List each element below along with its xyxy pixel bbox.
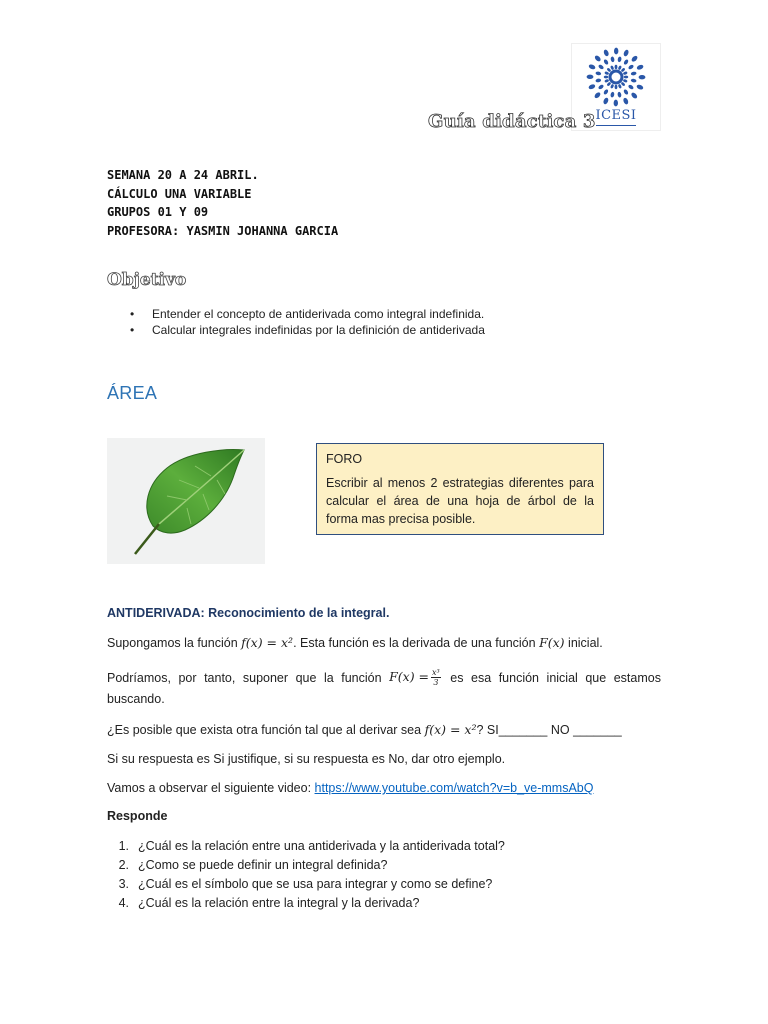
- p1-text-a: Supongamos la función: [107, 636, 238, 650]
- course-header: [107, 166, 338, 240]
- foro-title: FORO: [326, 452, 363, 466]
- fraction-numerator: x³: [432, 668, 440, 677]
- p3-math: f(x) = x²: [424, 722, 477, 737]
- paragraph-question: [107, 722, 622, 737]
- responde-heading: Responde: [107, 809, 168, 823]
- p2-word: que: [295, 670, 317, 685]
- objective-heading: Objetivo: [107, 270, 187, 290]
- p2-word: función: [498, 670, 540, 685]
- icesi-rosette-icon: [582, 46, 650, 108]
- list-item: [107, 875, 505, 894]
- p2-word: esa: [471, 670, 492, 685]
- p2-word: tanto,: [204, 670, 236, 685]
- p3-answer-blanks: ? SI_______ NO _______: [476, 723, 622, 737]
- antiderivada-title: ANTIDERIVADA: Reconocimiento de la integral.: [107, 606, 390, 620]
- objective-item: • Calcular integrales indefinidas por la definición de antiderivada: [130, 322, 485, 338]
- list-item: [107, 894, 505, 913]
- header-professor: PROFESORA: YASMIN JOHANNA GARCIA: [107, 223, 339, 238]
- questions-list: [107, 837, 505, 913]
- header-week: SEMANA 20 A 24 ABRIL.: [107, 168, 259, 182]
- p1-math-F: F(x): [539, 635, 565, 650]
- objective-item: • Entender el concepto de antiderivada como integral indefinida.: [130, 306, 485, 322]
- list-item: [107, 856, 505, 875]
- guide-title: Guía didáctica 3: [428, 111, 596, 132]
- list-number: 1.: [118, 839, 129, 853]
- question-text: ¿Cuál es el símbolo que se usa para integrar y como se define?: [138, 877, 493, 891]
- list-number: 2.: [118, 858, 129, 872]
- paragraph-suppose: [107, 668, 661, 687]
- paragraph-suppose-end: buscando.: [107, 692, 165, 706]
- leaf-icon: [107, 438, 265, 564]
- objective-list: [130, 306, 485, 338]
- p2-word: por: [178, 670, 197, 685]
- list-item: [107, 837, 505, 856]
- p2-word: la: [323, 670, 334, 685]
- p1-math-f: f(x) = x²: [241, 635, 294, 650]
- paragraph-justify: Si su respuesta es Si justifique, si su respuesta es No, dar otro ejemplo.: [107, 752, 506, 766]
- list-number: 4.: [118, 896, 129, 910]
- p5-text: Vamos a observar el siguiente video:: [107, 781, 312, 795]
- p2-word: función: [341, 670, 382, 685]
- p1-text-c: inicial.: [568, 636, 603, 650]
- question-text: ¿Cuál es la relación entre una antiderivada y la antiderivada total?: [138, 839, 505, 853]
- p2-word: estamos: [613, 670, 661, 685]
- foro-box: [316, 443, 604, 535]
- header-groups: GRUPOS 01 Y 09: [107, 205, 209, 219]
- p2-word: suponer: [242, 670, 289, 685]
- p2-fraction: [431, 668, 441, 687]
- p1-text-b: . Esta función es la derivada de una función: [293, 636, 536, 650]
- header-course: CÁLCULO UNA VARIABLE: [107, 186, 252, 201]
- logo-text: ICESI: [595, 108, 637, 123]
- fraction-denominator: 3: [433, 678, 439, 687]
- list-number: 3.: [118, 877, 129, 891]
- question-text: ¿Como se puede definir un integral definida?: [138, 858, 388, 872]
- p2-word: que: [585, 670, 607, 685]
- p2-word: inicial: [546, 670, 578, 685]
- p2-math-F: F(x) =: [389, 668, 430, 684]
- p2-word: es: [450, 670, 464, 685]
- p2-math: [389, 668, 443, 687]
- leaf-image: [107, 438, 265, 564]
- paragraph-video: [107, 781, 593, 795]
- p2-word: Podríamos,: [107, 670, 171, 685]
- video-link[interactable]: https://www.youtube.com/watch?v=b_ve-mmsAbQ: [314, 781, 594, 795]
- question-text: ¿Cuál es la relación entre la integral y la derivada?: [138, 896, 420, 910]
- logo-underline: [596, 125, 636, 126]
- p3-text-a: ¿Es posible que exista otra función tal que al derivar sea: [107, 723, 422, 737]
- area-heading: ÁREA: [107, 383, 158, 403]
- paragraph-function: [107, 635, 603, 650]
- foro-text: Escribir al menos 2 estrategias diferentes para calcular el área de una hoja de árbol de la forma mas precisa posible.: [326, 476, 594, 526]
